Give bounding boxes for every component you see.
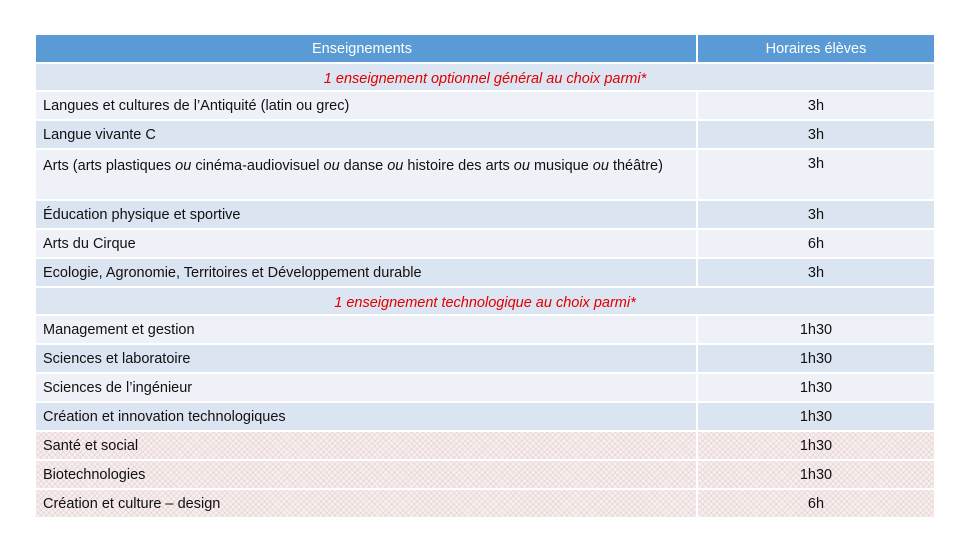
- table-row: Sciences de l’ingénieur 1h30: [36, 374, 934, 403]
- table-row: Santé et social 1h30: [36, 432, 934, 461]
- section-title-general: 1 enseignement optionnel général au choix parmi*: [36, 64, 934, 92]
- table-row: Création et culture – design 6h: [36, 490, 934, 519]
- table-row: Arts du Cirque 6h: [36, 230, 934, 259]
- table-row: Création et innovation technologiques 1h30: [36, 403, 934, 432]
- table-header: [36, 35, 934, 64]
- table-row: Sciences et laboratoire 1h30: [36, 345, 934, 374]
- section-title-technologique: 1 enseignement technologique au choix parmi*: [36, 288, 934, 316]
- options-table: [36, 35, 934, 519]
- table-row: Biotechnologies 1h30: [36, 461, 934, 490]
- arts-label: Arts (arts plastiques ou cinéma-audiovisuel ou danse ou histoire des arts ou musique ou théâtre): [36, 150, 698, 199]
- table-row: Langues et cultures de l’Antiquité (latin ou grec) 3h: [36, 92, 934, 121]
- table-row: Éducation physique et sportive 3h: [36, 201, 934, 230]
- table-row: Management et gestion 1h30: [36, 316, 934, 345]
- table-row: Ecologie, Agronomie, Territoires et Développement durable 3h: [36, 259, 934, 288]
- header-horaires: Horaires élèves: [765, 40, 867, 57]
- header-enseignements: Enseignements: [36, 35, 698, 62]
- table-row: Arts (arts plastiques ou cinéma-audiovisuel ou danse ou histoire des arts ou musique ou théâtre) 3h: [36, 150, 934, 201]
- table-row: Langue vivante C 3h: [36, 121, 934, 150]
